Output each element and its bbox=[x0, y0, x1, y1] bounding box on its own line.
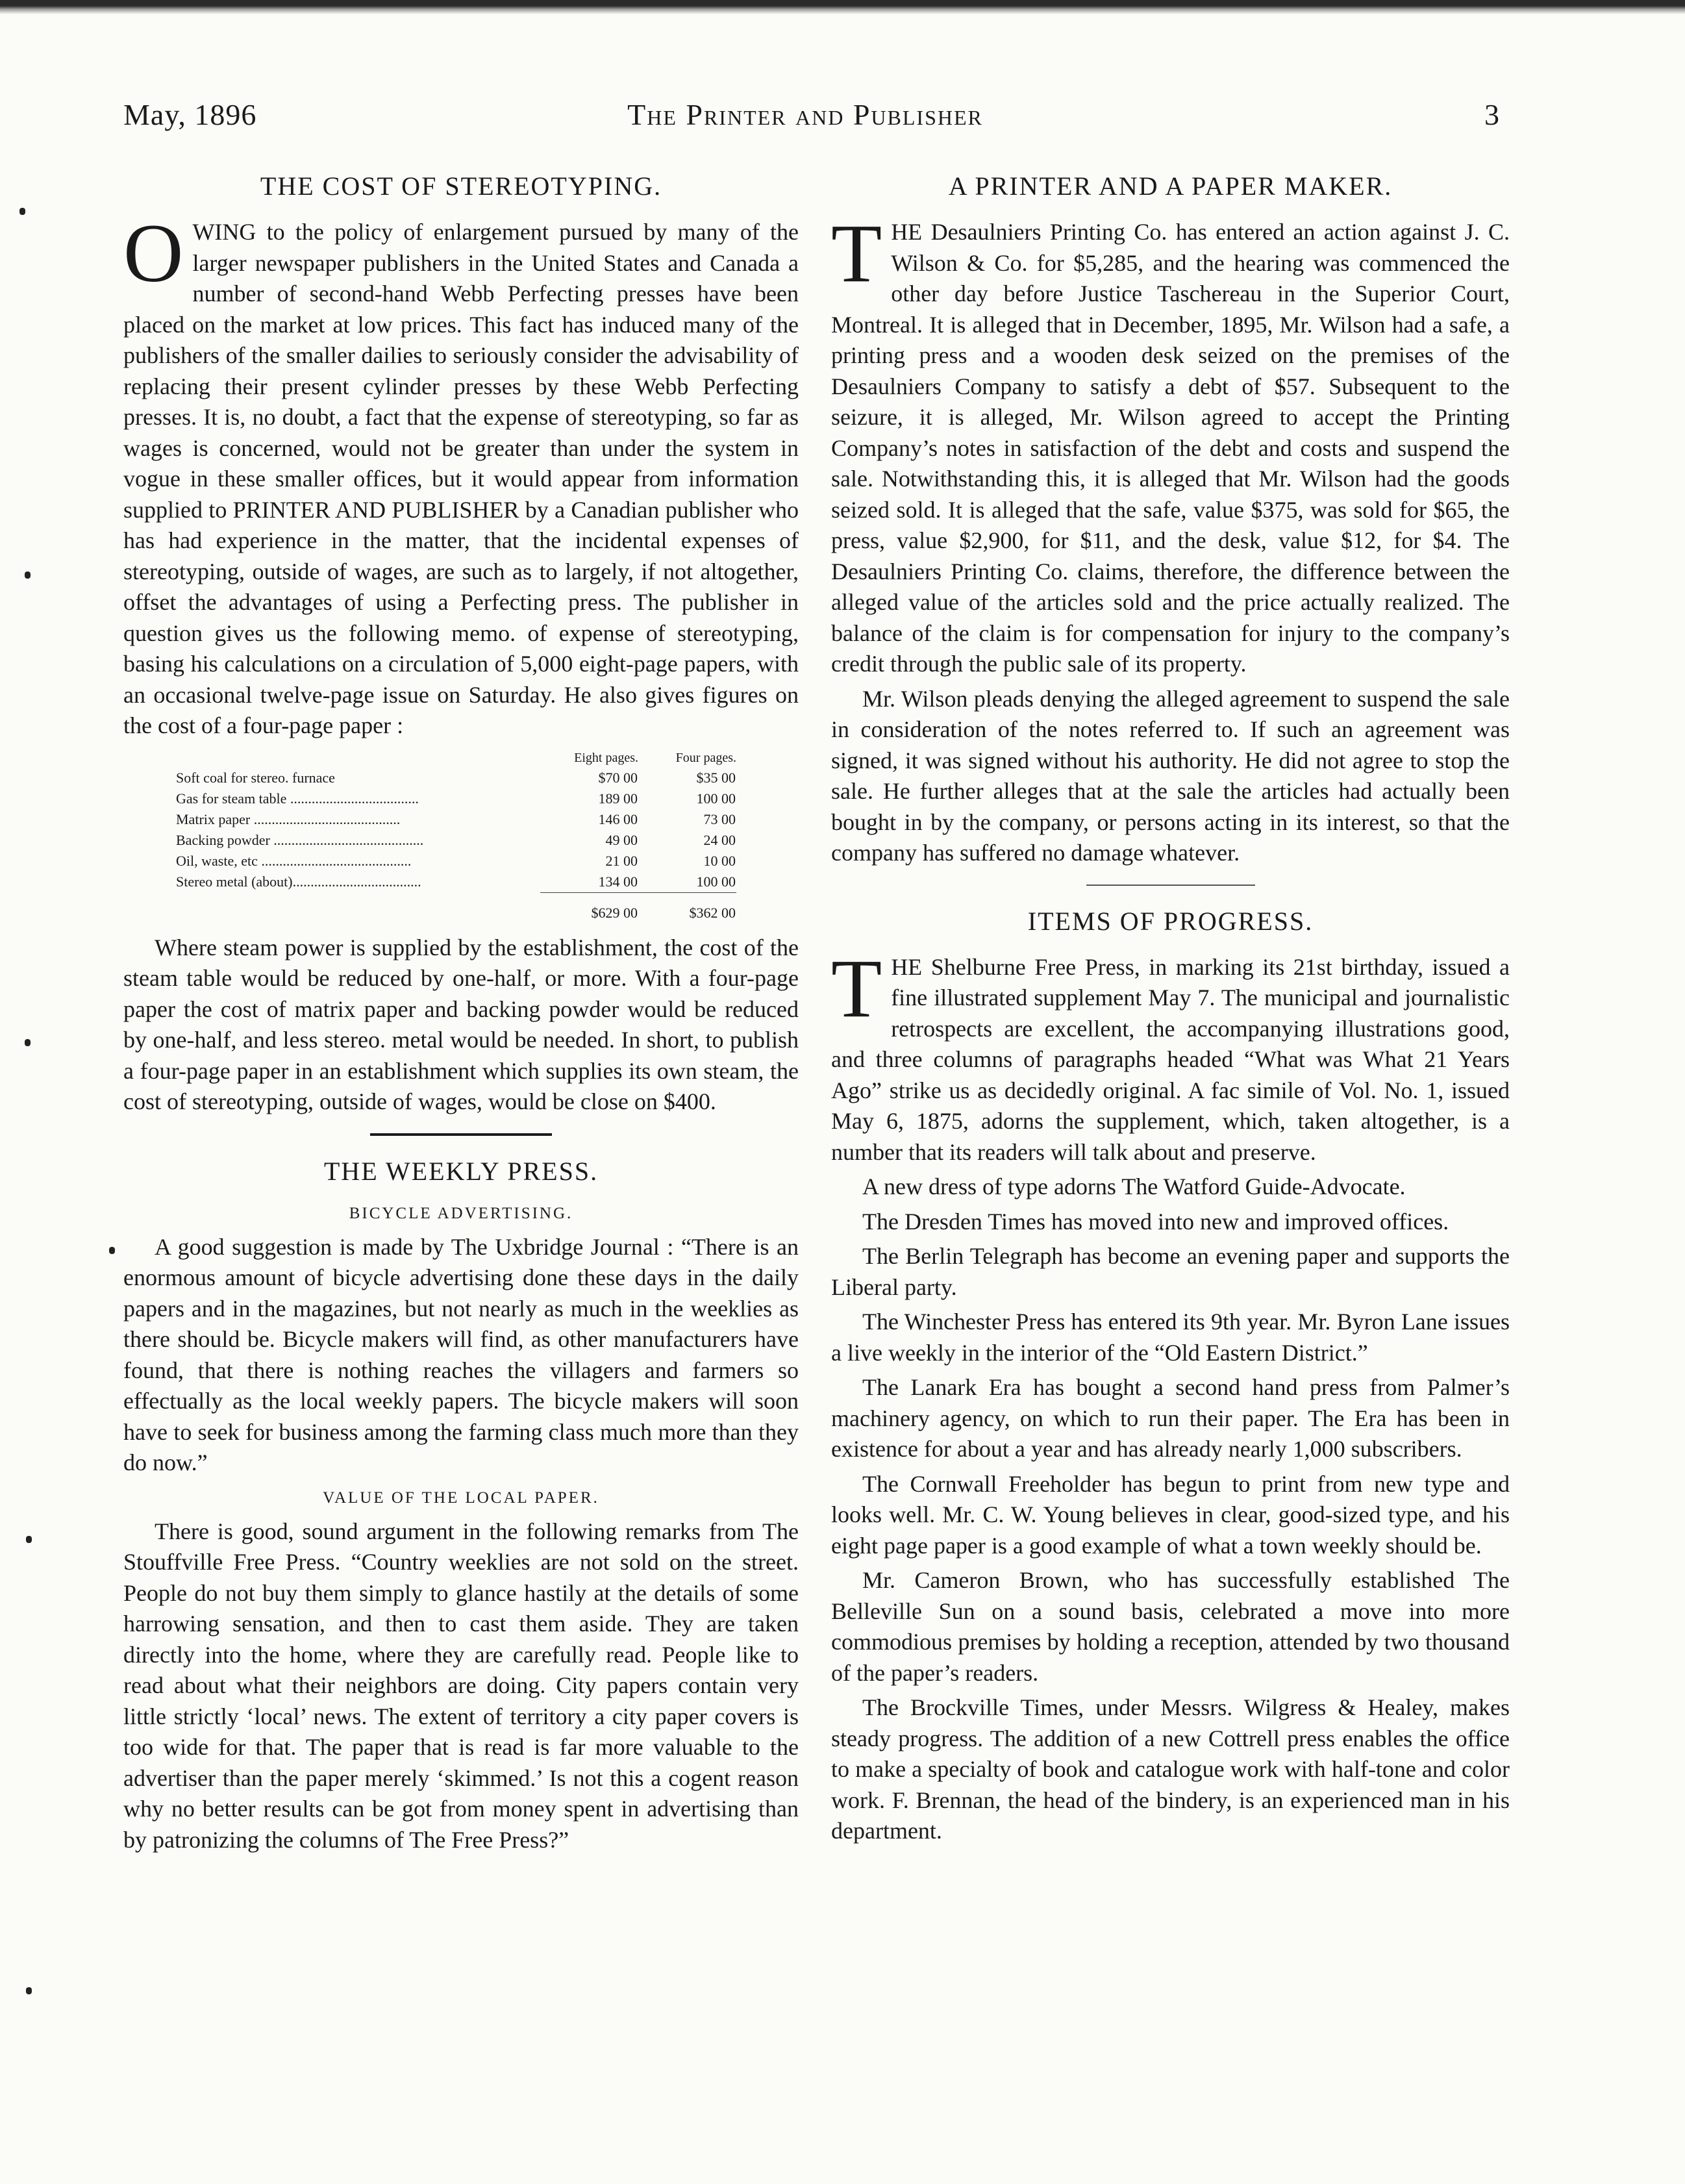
drop-cap: T bbox=[831, 942, 882, 1035]
margin-mark bbox=[19, 208, 25, 215]
news-item: The Lanark Era has bought a second hand press from Palmer’s machinery agency, on which to run their paper. The Era has been in existence for about a year and has already nearly 1,000 subscribers. bbox=[831, 1374, 1510, 1462]
news-item: The Winchester Press has entered its 9th year. Mr. Byron Lane issues a live weekly in the interior of the “Old Eastern District.” bbox=[831, 1309, 1510, 1366]
news-item: The Cornwall Freeholder has begun to print from new type and looks well. Mr. C. W. Young believes in clear, good-sized type, and his eight page paper is a good example of what a town weekly should be. bbox=[831, 1470, 1510, 1559]
right-column bbox=[831, 170, 1510, 1847]
drop-cap: T bbox=[831, 207, 882, 299]
subheading: VALUE OF THE LOCAL PAPER. bbox=[323, 1488, 599, 1507]
news-item: The Dresden Times has moved into new and improved offices. bbox=[862, 1208, 1449, 1235]
margin-mark bbox=[26, 1987, 32, 1994]
stereotyping-cost-table bbox=[175, 748, 736, 923]
article-paragraph: There is good, sound argument in the following remarks from The Stouffville Free Press. “Country weeklies are not sold on the street. People do not buy them simply to glance hastily at the details of some harrowing sensation, and then to cast them aside. They are taken directly into the home, where they are carefully read. People like to read about what their neighbors are doing. City papers contain very little strictly ‘local’ news. The extent of territory a city paper covers is too wide for that. The paper that is read is far more valuable to the advertiser than the paper merely ‘skimmed.’ Is not this a cogent reason why no better results can be got from money spent in advertising than by patronizing the columns of The Free Press?” bbox=[123, 1518, 799, 1853]
article-title: THE WEEKLY PRESS. bbox=[323, 1156, 599, 1186]
article-cost-of-stereotyping bbox=[123, 170, 799, 1118]
article-paragraph: A good suggestion is made by The Uxbridge Journal : “There is an enormous amount of bicycle advertising done these days in the daily papers and in the magazines, but not nearly as much in the weeklies as there should be. Bicycle makers will find, as other manufacturers have found, that there is nothing reaches the villagers and farmers so effectually as the local weekly papers. The bicycle makers will soon have to seek for business among the farming class much more than they do now.” bbox=[123, 1233, 799, 1475]
section-divider bbox=[370, 1133, 552, 1136]
article-paragraph: THE Desaulniers Printing Co. has entered an action against J. C. Wilson & Co. for $5,285, and the hearing was commenced the other day before Justice Taschereau in the Superior Court, Montreal. It is alleged that in December, 1895, Mr. Wilson had a safe, a printing press and a wooden desk seized on the premises of the Desaulniers Company to satisfy a debt of $57. Subsequent to the seizure, it is alleged, Mr. Wilson agreed to accept the Printing Company’s notes in satisfaction of the debt and costs and suspend the sale. Notwithstanding this, it is alleged that Mr. Wilson had the goods seized sold. It is alleged that the safe, value $375, was sold for $65, the press, value $2,900, for $11, and the desk, value $12, for $4. The Desaulniers Printing Co. claims, therefore, the difference between the alleged value of the articles sold and the price actually realized. The balance of the claim is for compensation for injury to the company’s credit through the public sale of its property. bbox=[831, 207, 1510, 677]
top-scan-rule bbox=[0, 0, 1685, 14]
table-header-item bbox=[175, 748, 540, 768]
article-title: THE COST OF STEREOTYPING. bbox=[260, 171, 662, 201]
left-column bbox=[123, 170, 799, 1855]
table-header-four: Four pages. bbox=[675, 750, 736, 765]
page-number: 3 bbox=[1484, 98, 1500, 131]
table-total-row: $629 00 $362 00 bbox=[175, 892, 736, 923]
page-header bbox=[123, 97, 1500, 149]
article-printer-and-paper-maker bbox=[831, 170, 1510, 869]
publication-title: The Printer and Publisher bbox=[627, 98, 983, 131]
subheading: BICYCLE ADVERTISING. bbox=[349, 1204, 573, 1222]
article-paragraph: Mr. Wilson pleads denying the alleged agreement to suspend the sale in consideration of the notes referred to. If such an agreement was signed, it was signed without his authority. He did not agree to stop the sale. He further alleges that at the sale the articles had actually been bought in by the company, or persons acting in its interest, so that the company has suffered no damage whatever. bbox=[831, 685, 1510, 866]
article-title: ITEMS OF PROGRESS. bbox=[1027, 906, 1314, 936]
table-row: Oil, waste, etc .......................................... 21 00 10 00 bbox=[176, 852, 736, 869]
news-item: The Berlin Telegraph has become an evening paper and supports the Liberal party. bbox=[831, 1243, 1510, 1300]
margin-mark bbox=[25, 571, 31, 579]
section-divider bbox=[1086, 885, 1255, 886]
table-row: Stereo metal (about).................................... 134 00 100 00 bbox=[176, 873, 736, 890]
news-item: A new dress of type adorns The Watford Guide-Advocate. bbox=[862, 1174, 1406, 1199]
article-weekly-press bbox=[123, 1155, 799, 1856]
table-row: Matrix paper ......................................... 146 00 73 00 bbox=[176, 810, 736, 827]
margin-mark bbox=[109, 1247, 115, 1254]
article-title: A PRINTER AND A PAPER MAKER. bbox=[948, 171, 1393, 201]
table-row: Soft coal for stereo. furnace $70 00 $35 00 bbox=[176, 769, 736, 786]
margin-mark bbox=[26, 1536, 32, 1543]
news-item: Mr. Cameron Brown, who has successfully established The Belleville Sun on a sound basis, celebrated a move into more commodious premises by holding a reception, attended by two thousand of the paper’s readers. bbox=[831, 1567, 1510, 1686]
article-paragraph: THE Shelburne Free Press, in marking its 21st birthday, issued a fine illustrated supplement May 7. The municipal and journalistic retrospects are excellent, the accompanying illustrations good, and three columns of paragraphs headed “What was What 21 Years Ago” strike us as decidedly original. A fac simile of Vol. No. 1, issued May 6, 1875, adorns the supplement, which, taken altogether, is a number that its readers will talk about and preserve. bbox=[831, 942, 1510, 1165]
news-item: The Brockville Times, under Messrs. Wilgress & Healey, makes steady progress. The addition of a new Cottrell press enables the office to make a specialty of book and catalogue work with half-tone and color work. F. Brennan, the head of the bindery, is an experienced man in his department. bbox=[831, 1694, 1510, 1844]
table-header-eight: Eight pages. bbox=[574, 750, 638, 765]
table-row: Backing powder .......................................... 49 00 24 00 bbox=[176, 831, 736, 848]
issue-date: May, 1896 bbox=[123, 98, 257, 131]
drop-cap: O bbox=[123, 207, 184, 299]
article-paragraph: OWING to the policy of enlargement pursued by many of the larger newspaper publishers in the United States and Canada a number of second-hand Webb Perfecting presses have been placed on the market at low prices. This fact has induced many of the publishers of the smaller dailies to seriously consider the advisability of replacing their present cylinder presses by these Webb Perfecting presses. It is, no doubt, a fact that the expense of stereotyping, so far as wages is concerned, would not be greater than under the system in vogue in these smaller offices, but it would appear from information supplied to PRINTER AND PUBLISHER by a Canadian publisher who has had experience in the matter, that the incidental expenses of stereotyping, outside of wages, are such as to largely, if not altogether, offset the advantages of using a Perfecting press. The publisher in question gives us the following memo. of expense of stereotyping, basing his calculations on a circulation of 5,000 eight-page papers, with an occasional twelve-page issue on Saturday. He also gives figures on the cost of a four-page paper : bbox=[123, 207, 799, 738]
article-items-of-progress bbox=[831, 905, 1510, 1847]
margin-mark bbox=[25, 1039, 31, 1046]
table-row: Gas for steam table .................................... 189 00 100 00 bbox=[176, 790, 736, 807]
article-paragraph: Where steam power is supplied by the establishment, the cost of the steam table would be reduced by one-half, or more. With a four-page paper the cost of matrix paper and backing powder would be reduced by one-half, and less stereo. metal would be needed. In short, to publish a four-page paper in an establishment which supplies its own steam, the cost of stereotyping, outside of wages, would be close on $400. bbox=[123, 934, 799, 1114]
